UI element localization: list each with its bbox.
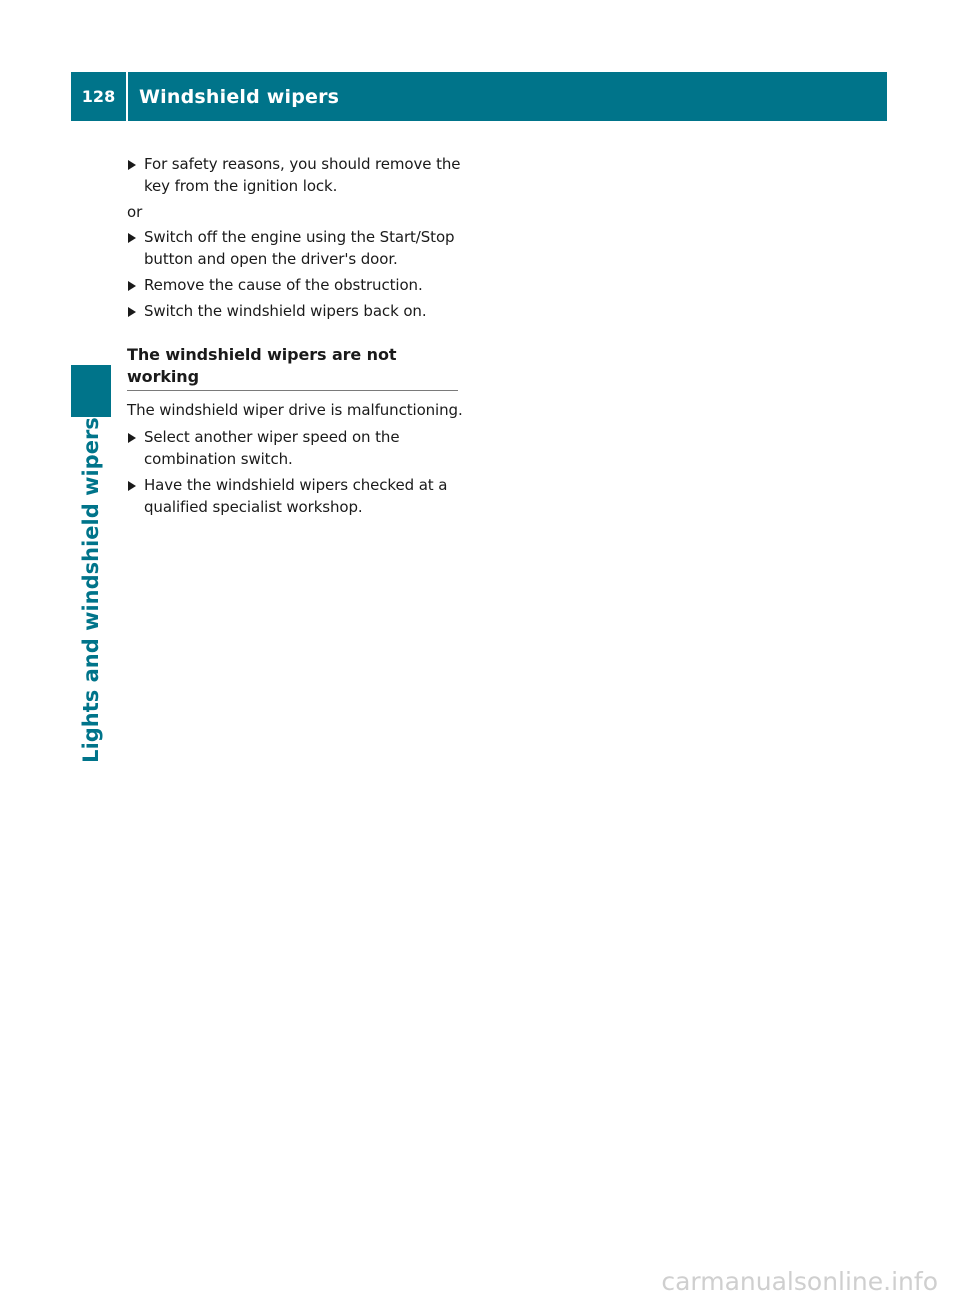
instruction-step	[127, 274, 463, 296]
page-number: 128	[81, 87, 116, 106]
page-title: Windshield wipers	[139, 85, 340, 108]
header-divider	[126, 72, 128, 121]
page-header	[71, 72, 887, 121]
main-content	[127, 153, 463, 522]
watermark: carmanualsonline.info	[661, 1267, 938, 1296]
step-text: Switch the windshield wipers back on.	[144, 302, 427, 320]
instruction-step	[127, 300, 463, 322]
section-heading: The windshield wipers are not working	[127, 344, 458, 391]
step-text: Remove the cause of the obstruction.	[144, 276, 423, 294]
instruction-step	[127, 226, 463, 270]
section-paragraph: The windshield wiper drive is malfunctioning.	[127, 401, 463, 419]
instruction-step	[127, 426, 463, 470]
step-arrow-icon	[128, 481, 136, 491]
step-text: For safety reasons, you should remove the key from the ignition lock.	[144, 155, 461, 195]
step-text: Switch off the engine using the Start/Stop button and open the driver's door.	[144, 228, 455, 268]
instruction-step	[127, 153, 463, 197]
step-arrow-icon	[128, 433, 136, 443]
step-arrow-icon	[128, 281, 136, 291]
or-separator: or	[127, 203, 143, 221]
step-text: Select another wiper speed on the combination switch.	[144, 428, 400, 468]
side-tab	[71, 417, 111, 763]
step-arrow-icon	[128, 160, 136, 170]
step-text: Have the windshield wipers checked at a qualified specialist workshop.	[144, 476, 448, 516]
instruction-step	[127, 474, 463, 518]
step-arrow-icon	[128, 233, 136, 243]
side-tab-label: Lights and windshield wipers	[79, 417, 103, 763]
step-arrow-icon	[128, 307, 136, 317]
side-tab-marker	[71, 365, 111, 417]
